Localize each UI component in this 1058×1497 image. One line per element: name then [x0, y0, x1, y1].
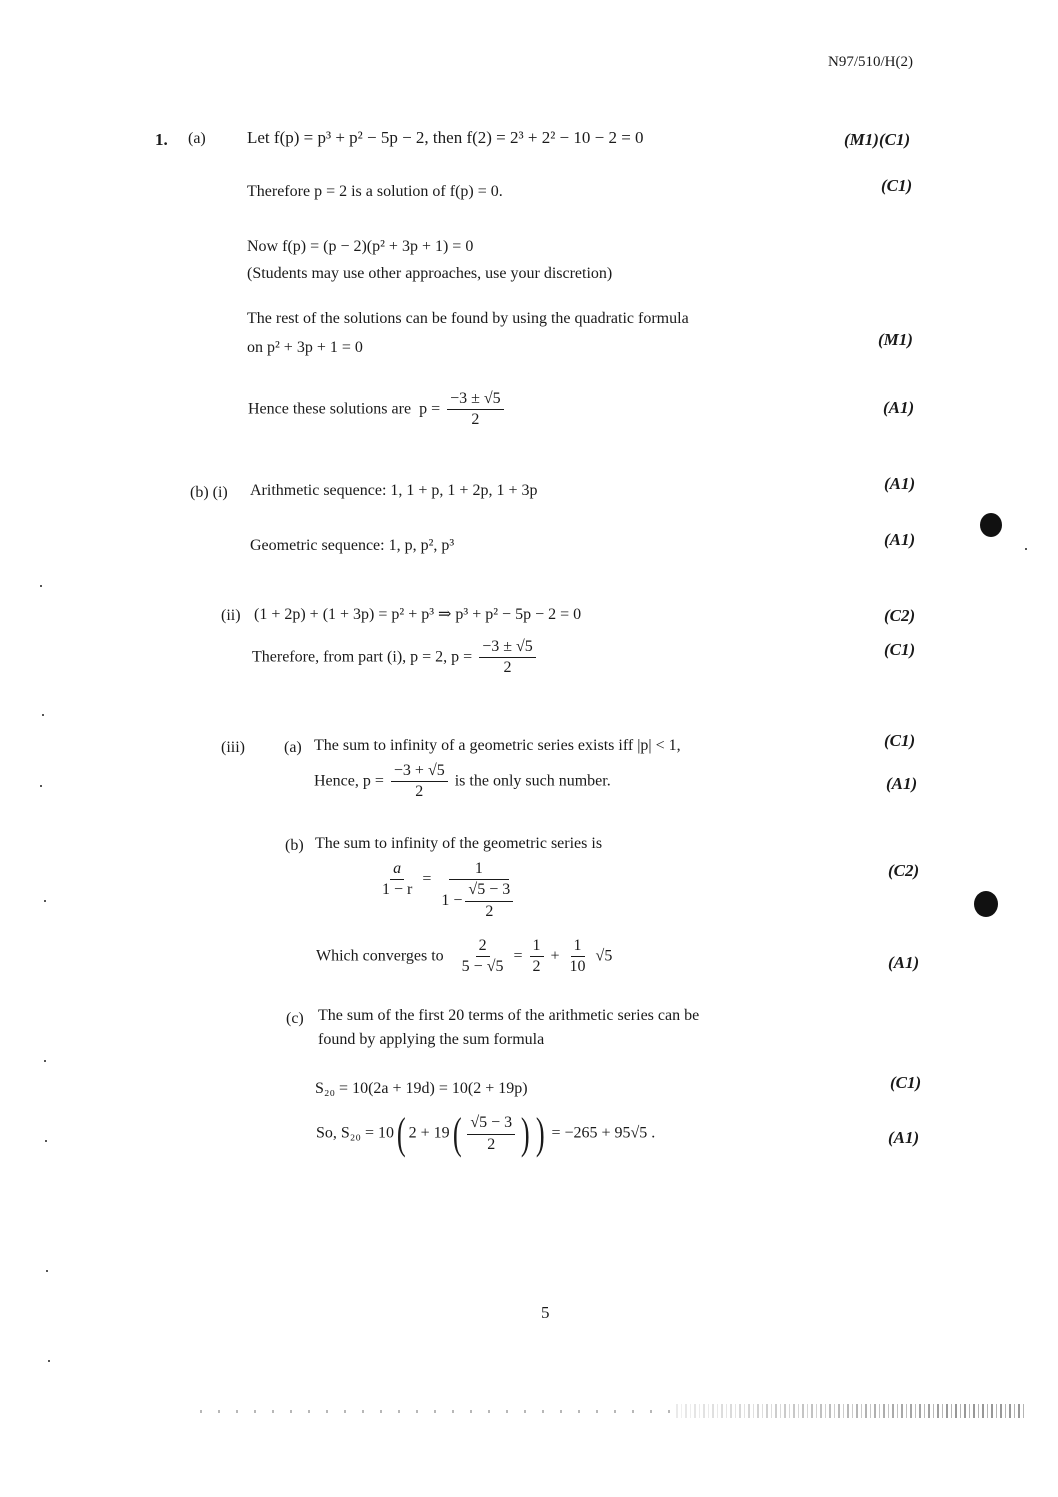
- mark-a1: (A1): [883, 398, 915, 417]
- equals-sign: =: [422, 870, 432, 888]
- fraction-numerator: 1: [449, 860, 509, 880]
- part-a-label: (a): [188, 130, 206, 147]
- question-number: 1.: [155, 130, 168, 149]
- part-a-line6: on p² + 3p + 1 = 0: [247, 339, 363, 356]
- part-b-iii-b-label: (b): [285, 837, 304, 854]
- part-b-iii-a-line1: The sum to infinity of a geometric series exists iff |p| < 1,: [314, 737, 681, 754]
- fraction-numerator: √5 − 3: [465, 881, 513, 901]
- root-five: √5: [595, 947, 613, 965]
- right-paren: ): [521, 1109, 530, 1158]
- fraction-numerator: 1: [571, 937, 585, 957]
- part-b-iii-c-line1: The sum of the first 20 terms of the arithmetic series can be: [318, 1007, 700, 1024]
- mark-a1: (A1): [884, 530, 916, 549]
- part-b-iii-a-line2-pre: Hence, p =: [314, 772, 384, 790]
- fraction-denominator: 2: [503, 659, 512, 677]
- document-code: N97/510/H(2): [828, 54, 913, 70]
- part-b-iii-label: (iii): [221, 739, 245, 756]
- mark-m1c1: (M1)(C1): [844, 130, 911, 149]
- punch-hole: [974, 891, 998, 917]
- scan-speck: [1025, 548, 1027, 550]
- mark-a1: (A1): [886, 774, 918, 793]
- left-paren: (: [452, 1109, 462, 1158]
- fraction-denominator: 2: [415, 783, 424, 801]
- part-b-iii-a-line2-post: is the only such number.: [454, 772, 611, 790]
- fraction-denominator: 2: [532, 958, 541, 976]
- equals-sign: =: [513, 947, 523, 965]
- scan-speck: [40, 785, 42, 787]
- fraction-denominator: 2: [485, 902, 494, 920]
- inner-fraction: [465, 881, 513, 921]
- scan-speck: [44, 900, 46, 902]
- scan-speck: [44, 1060, 46, 1062]
- fraction-numerator: 1: [530, 937, 544, 957]
- part-a-line1: Let f(p) = p³ + p² − 5p − 2, then f(2) = 2³ + 2² − 10 − 2 = 0: [247, 128, 644, 147]
- mark-c1: (C1): [884, 731, 916, 750]
- mark-c2: (C2): [884, 606, 916, 625]
- fraction-numerator: √5 − 3: [467, 1114, 515, 1134]
- mark-a1: (A1): [888, 1128, 920, 1147]
- one-tenth: [567, 937, 589, 977]
- sum-result-post: = −265 + 95√5 .: [551, 1124, 656, 1142]
- part-b-iii-a-fraction: [391, 762, 448, 802]
- root5-minus-3-over-2: [467, 1114, 515, 1154]
- part-a-line7-text: Hence these solutions are: [248, 400, 412, 418]
- fraction-denominator: 2: [487, 1135, 496, 1153]
- part-b-ii-line2-text: Therefore, from part (i), p = 2, p =: [252, 648, 473, 666]
- sum-result: [316, 1109, 656, 1158]
- part-b-label: (b) (i): [190, 484, 228, 501]
- page-number: 5: [541, 1303, 550, 1322]
- fraction-numerator: −3 ± √5: [447, 390, 504, 410]
- part-a-line3: Now f(p) = (p − 2)(p² + 3p + 1) = 0: [247, 238, 474, 255]
- mark-a1: (A1): [884, 474, 916, 493]
- scan-speck: [46, 1270, 48, 1272]
- sum-result-inner: 2 + 19: [408, 1124, 450, 1142]
- punch-hole: [980, 513, 1002, 537]
- part-b-ii-label: (ii): [221, 607, 241, 624]
- one-half: [530, 937, 544, 977]
- sum-result-pre: So, S₂₀ = 10: [316, 1124, 394, 1142]
- sum-to-infinity-expression: [376, 860, 522, 921]
- a-over-1-minus-r: [379, 860, 415, 900]
- compound-fraction: [438, 860, 519, 921]
- fraction-denominator: 2: [471, 411, 480, 429]
- part-b-iii-c-line2: found by applying the sum formula: [318, 1031, 545, 1048]
- part-a-line5: The rest of the solutions can be found by using the quadratic formula: [247, 310, 689, 327]
- mark-c1: (C1): [890, 1073, 922, 1092]
- fraction-denominator: 5 − √5: [461, 958, 504, 976]
- arithmetic-sequence: Arithmetic sequence: 1, 1 + p, 1 + 2p, 1 + 3p: [250, 482, 538, 499]
- part-b-ii-line1: (1 + 2p) + (1 + 3p) = p² + p³ ⇒ p³ + p² − 5p − 2 = 0: [254, 606, 582, 623]
- mark-m1: (M1): [878, 330, 913, 349]
- part-b-iii-a-line2: [314, 762, 611, 802]
- plus-sign: +: [550, 947, 560, 965]
- right-paren: ): [535, 1109, 545, 1158]
- scan-noise: [676, 1404, 1026, 1418]
- scan-speck: [45, 1140, 47, 1142]
- geometric-sequence: Geometric sequence: 1, p, p², p³: [250, 537, 455, 554]
- fraction-numerator: 2: [476, 937, 490, 957]
- fraction-denominator: 1 − r: [382, 881, 413, 899]
- part-a-line7-lhs: p =: [419, 400, 441, 418]
- fraction-denominator: 10: [569, 958, 586, 976]
- sum-formula: S₂₀ = 10(2a + 19d) = 10(2 + 19p): [315, 1080, 528, 1097]
- part-a-line7: [248, 390, 507, 430]
- part-b-iii-c-label: (c): [286, 1010, 304, 1027]
- solutions-fraction: [447, 390, 504, 430]
- fraction-numerator: a: [390, 860, 404, 880]
- fraction-numerator: −3 ± √5: [479, 638, 536, 658]
- mark-a1: (A1): [888, 953, 920, 972]
- part-b-ii-line2: [252, 638, 539, 678]
- scan-speck: [42, 714, 44, 716]
- part-b-iii-b-line1: The sum to infinity of the geometric series is: [315, 835, 603, 852]
- scan-noise: [200, 1410, 680, 1413]
- left-paren: (: [396, 1109, 406, 1158]
- mark-c2: (C2): [888, 861, 920, 880]
- part-b-ii-fraction: [479, 638, 536, 678]
- fraction-numerator: −3 + √5: [391, 762, 448, 782]
- scan-speck: [48, 1360, 50, 1362]
- part-b-iii-b-line2: [316, 937, 612, 977]
- one-minus: 1 −: [441, 892, 463, 910]
- part-a-note: (Students may use other approaches, use your discretion): [247, 265, 613, 282]
- part-b-iii-a-label: (a): [284, 739, 302, 756]
- compound-denominator: [438, 880, 519, 921]
- mark-c1: (C1): [881, 176, 913, 195]
- part-a-line2: Therefore p = 2 is a solution of f(p) = 0.: [247, 183, 503, 200]
- scan-speck: [40, 585, 42, 587]
- converges-text: Which converges to: [316, 947, 444, 965]
- mark-c1: (C1): [884, 640, 916, 659]
- two-over-five-minus-root5: [459, 937, 507, 977]
